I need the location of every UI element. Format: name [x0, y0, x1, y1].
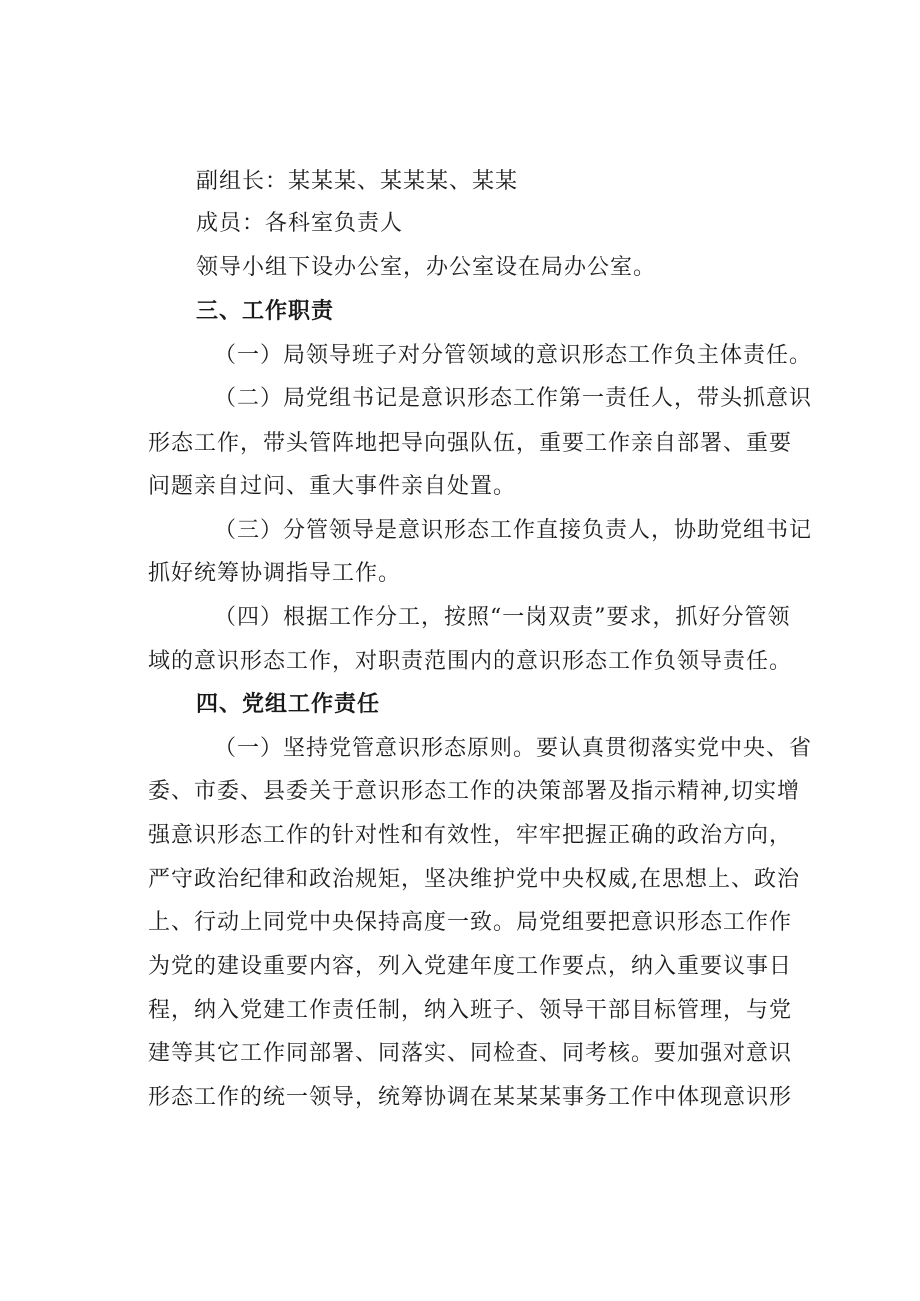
paragraph-line: （三）分管领导是意识形态工作直接负责人，协助党组书记: [214, 518, 813, 543]
deputy-leader-line: 副组长：某某某、某某某、某某: [196, 169, 519, 194]
paragraph-line: （四）根据工作分工，按照“一岗双责”要求，抓好分管领: [214, 605, 791, 630]
section-heading-3: 三、工作职责: [196, 299, 335, 324]
paragraph-line: 为党的建设重要内容，列入党建年度工作要点，纳入重要议事日: [148, 954, 793, 979]
members-line: 成员：各科室负责人: [196, 211, 404, 236]
paragraph-line: 建等其它工作同部署、同落实、同检查、同考核。要加强对意识: [148, 1041, 793, 1066]
paragraph-line: （一）局领导班子对分管领域的意识形态工作负主体责任。: [214, 343, 813, 368]
paragraph-line: 上、行动上同党中央保持高度一致。局党组要把意识形态工作作: [148, 910, 793, 935]
paragraph-line: 严守政治纪律和政治规矩，坚决维护党中央权威,在思想上、政治: [148, 867, 800, 892]
paragraph-line: （一）坚持党管意识形态原则。要认真贯彻落实党中央、省: [214, 736, 813, 761]
paragraph-line: 问题亲自过问、重大事件亲自处置。: [148, 474, 517, 499]
paragraph-line: （二）局党组书记是意识形态工作第一责任人，带头抓意识: [214, 386, 813, 411]
paragraph-line: 抓好统筹协调指导工作。: [148, 561, 402, 586]
office-line: 领导小组下设办公室，办公室设在局办公室。: [196, 255, 657, 280]
paragraph-line: 形态工作的统一领导，统筹协调在某某某事务工作中体现意识形: [148, 1085, 793, 1110]
paragraph-line: 强意识形态工作的针对性和有效性，牢牢把握正确的政治方向，: [148, 823, 793, 848]
paragraph-line: 程，纳入党建工作责任制，纳入班子、领导干部目标管理，与党: [148, 998, 793, 1023]
section-heading-4: 四、党组工作责任: [196, 692, 381, 717]
paragraph-line: 委、市委、县委关于意识形态工作的决策部署及指示精神,切实增: [148, 779, 800, 804]
paragraph-line: 形态工作，带头管阵地把导向强队伍，重要工作亲自部署、重要: [148, 431, 793, 456]
paragraph-line: 域的意识形态工作，对职责范围内的意识形态工作负领导责任。: [148, 649, 793, 674]
